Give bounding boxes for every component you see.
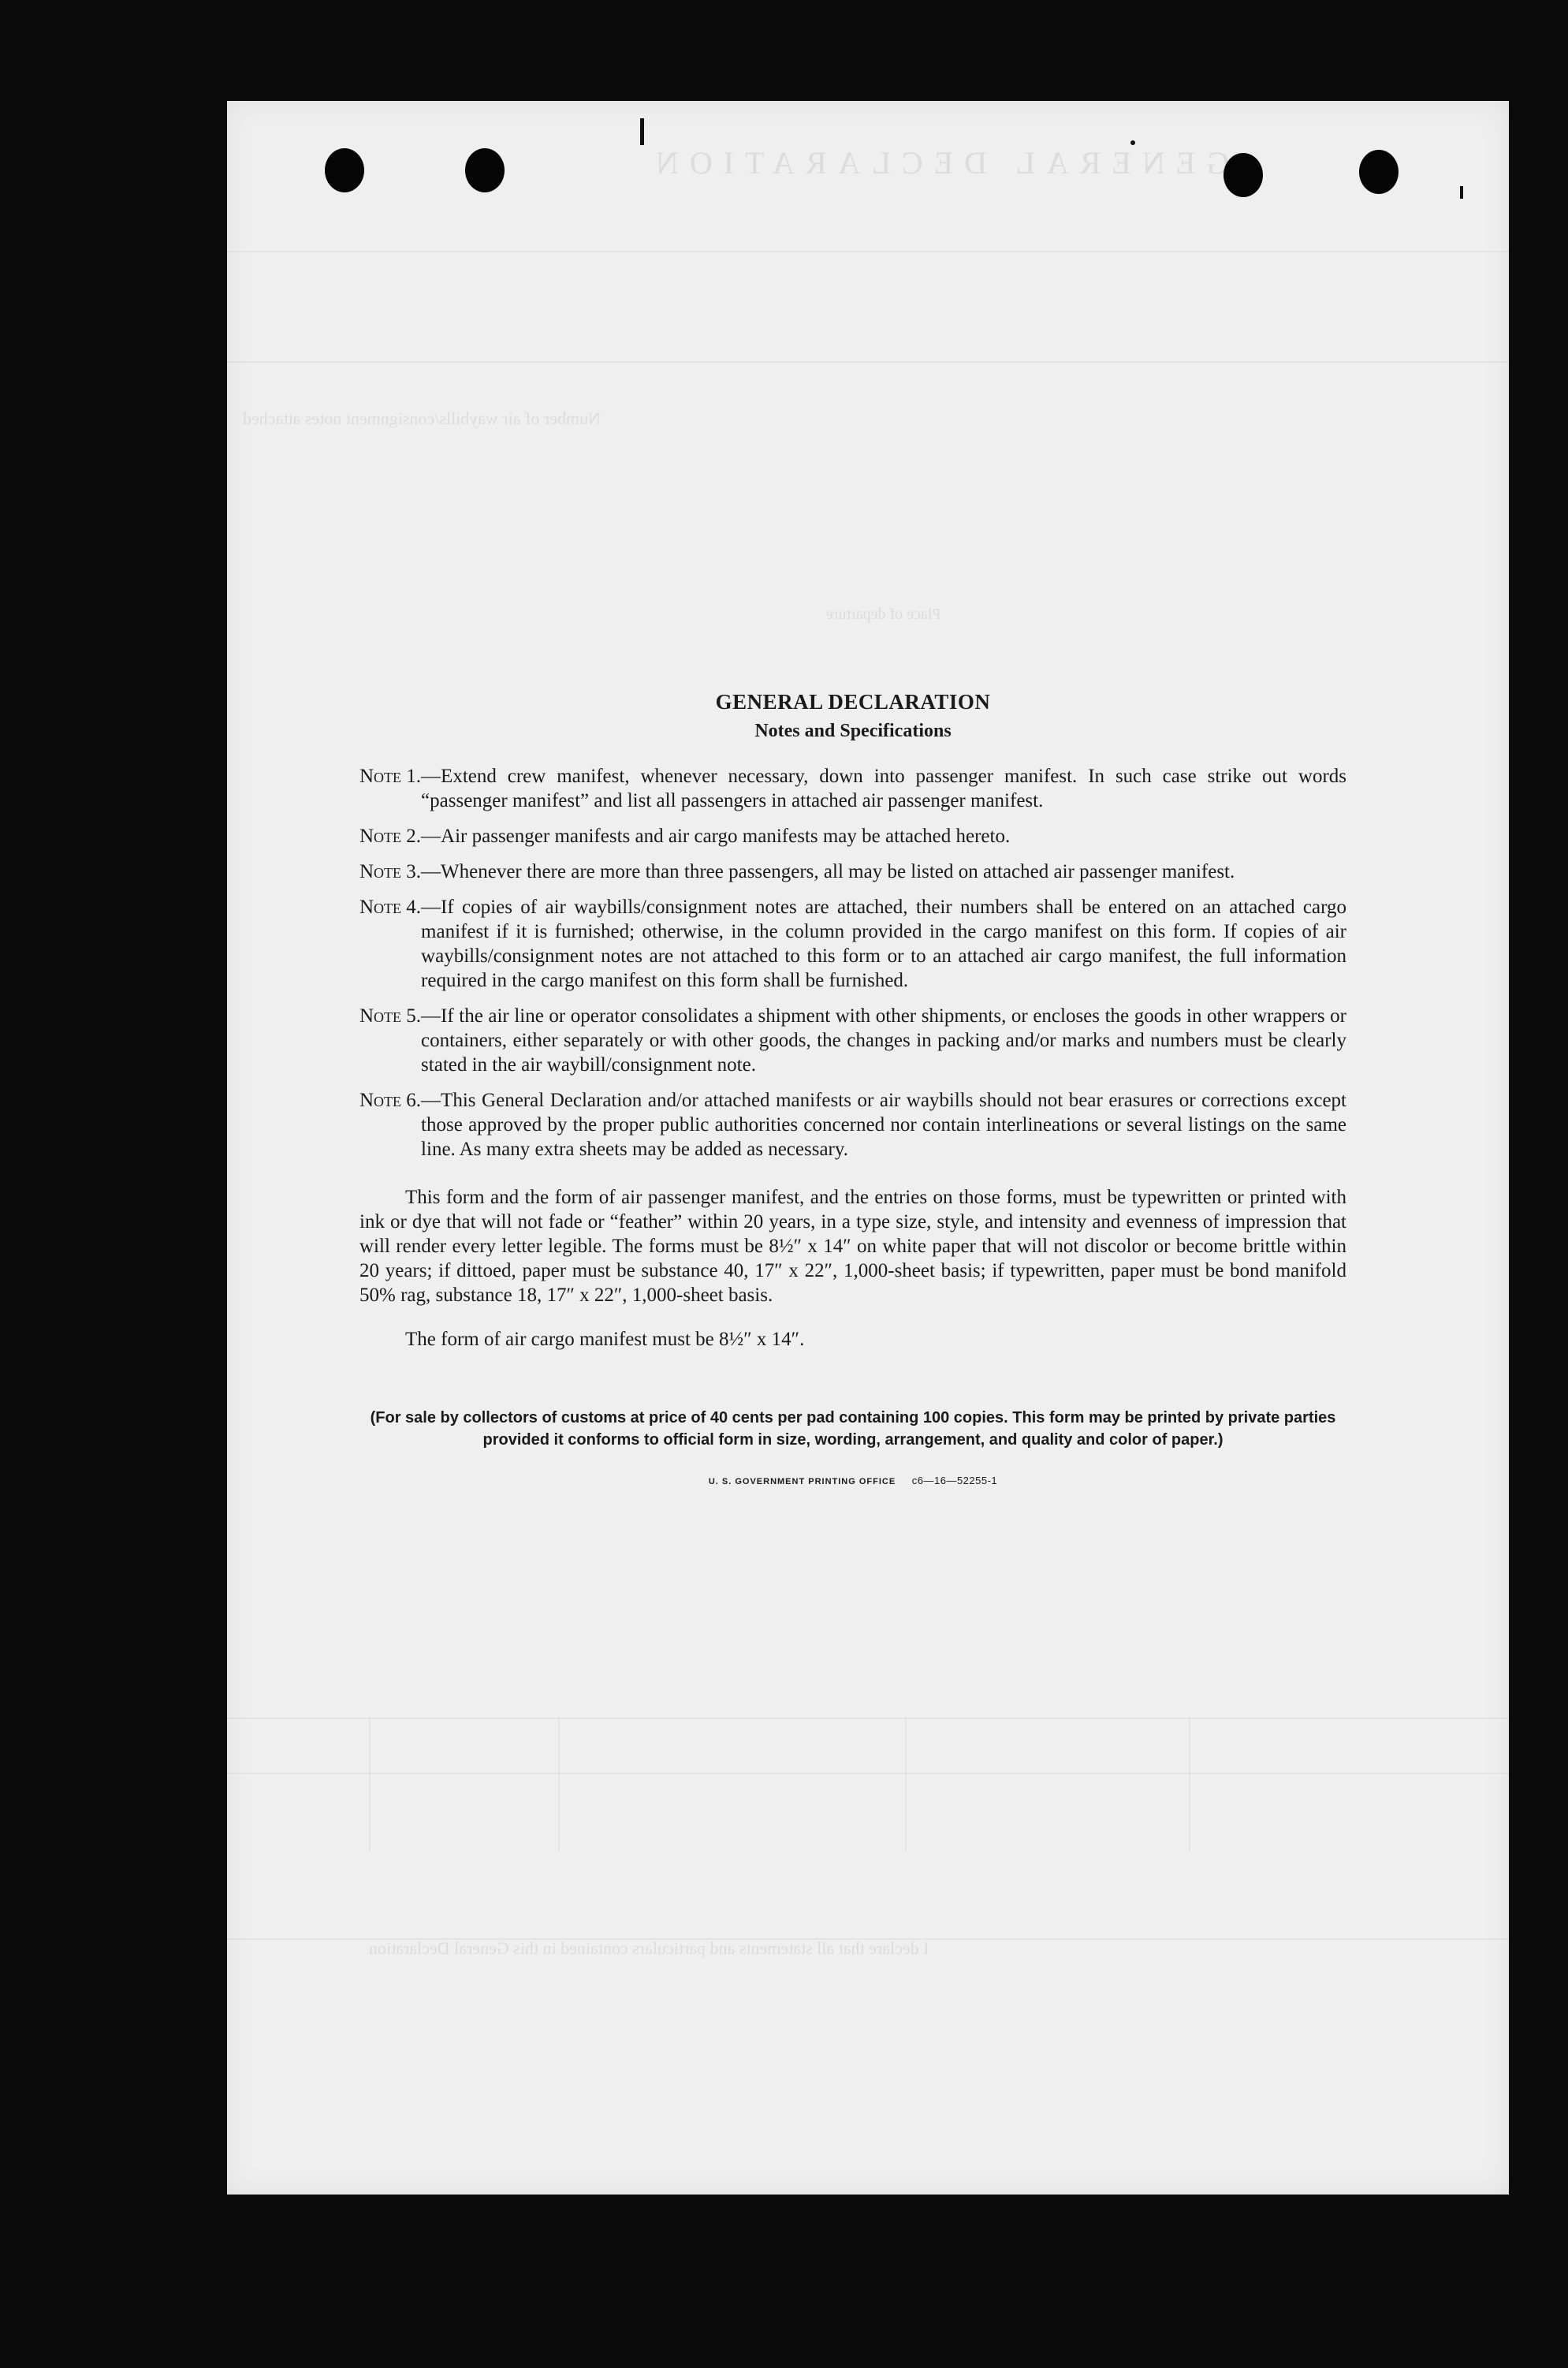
document-title: GENERAL DECLARATION bbox=[715, 690, 991, 714]
declaration-notes bbox=[359, 688, 1346, 1486]
note-label bbox=[359, 860, 421, 884]
note-label-word: Note bbox=[359, 1090, 402, 1111]
note-item bbox=[359, 860, 1346, 884]
note-label bbox=[359, 895, 421, 993]
reverse-side-ghost-rule bbox=[227, 251, 1509, 252]
note-label-word: Note bbox=[359, 897, 402, 918]
note-text: —Air passenger manifests and air cargo manifests may be attached hereto. bbox=[421, 826, 1011, 847]
note-label-word: Note bbox=[359, 766, 402, 787]
reverse-side-ghost-rule bbox=[227, 1717, 1509, 1719]
punch-hole bbox=[1223, 153, 1263, 197]
reverse-side-ghost-rule bbox=[558, 1717, 560, 1852]
punch-hole bbox=[1359, 150, 1399, 194]
note-text: —This General Declaration and/or attached manifests or air waybills should not bear erasures or corrections except those approved by the proper public authorities concerned nor contain interlineations or several listings on the same line. As many extra sheets may be added as necessary. bbox=[421, 1090, 1346, 1160]
punch-hole bbox=[325, 148, 364, 192]
note-number: 2. bbox=[406, 826, 422, 847]
reverse-side-ghost-rule bbox=[1189, 1717, 1190, 1852]
notes-list bbox=[359, 764, 1346, 1162]
ink-speck bbox=[1130, 140, 1135, 145]
note-label-word: Note bbox=[359, 826, 402, 847]
sale-notice: (For sale by collectors of customs at price of 40 cents per pad containing 100 copies. This form may be printed by private parties provided it conforms to official form in size, wording, arrangement, and quality and color of paper.) bbox=[370, 1409, 1336, 1449]
note-label bbox=[359, 1004, 421, 1077]
note-item bbox=[359, 1088, 1346, 1162]
note-item bbox=[359, 824, 1346, 848]
note-number: 5. bbox=[406, 1005, 422, 1027]
reverse-side-ghost-rule bbox=[369, 1717, 371, 1852]
note-text: —If copies of air waybills/consignment notes are attached, their numbers shall be entered on an attached cargo manifest if it is furnished; otherwise, in the column provided in the cargo manifest on this form. If copies of air waybills/consignment notes are not attached to this form or to an attached air cargo manifest, the full information required in the cargo manifest on this form shall be furnished. bbox=[421, 897, 1346, 991]
reverse-side-ghost-text: Number of air waybills/consignment notes attached bbox=[243, 408, 601, 428]
reverse-side-ghost-rule bbox=[905, 1717, 907, 1852]
printer-name: U. S. GOVERNMENT PRINTING OFFICE bbox=[708, 1477, 896, 1486]
punch-hole bbox=[465, 148, 505, 192]
note-label-word: Note bbox=[359, 1005, 402, 1027]
document-page bbox=[227, 101, 1509, 2195]
printer-line bbox=[359, 1475, 1346, 1486]
form-specification: This form and the form of air passenger manifest, and the entries on those forms, must be typewritten or printed with ink or dye that will not fade or “feather” within 20 years, in a type size, style, and intensity and evenness of impression that will render every letter legible. The forms must be 8½″ x 14″ on white paper that will not discolor or become brittle within 20 years; if dittoed, paper must be substance 40, 17″ x 22″, 1,000-sheet basis; if typewritten, paper must be bond manifold 50% rag, substance 18, 17″ x 22″, 1,000-sheet basis. bbox=[359, 1187, 1346, 1306]
note-item bbox=[359, 1004, 1346, 1077]
reverse-side-ghost-rule bbox=[227, 1938, 1509, 1940]
cargo-form-size: The form of air cargo manifest must be 8½″ x 14″. bbox=[405, 1329, 805, 1350]
ink-speck bbox=[640, 118, 644, 145]
document-subtitle: Notes and Specifications bbox=[754, 721, 952, 741]
print-code: c6—16—52255-1 bbox=[911, 1475, 998, 1486]
note-label bbox=[359, 824, 421, 848]
reverse-side-ghost-text: I declare that all statements and particulars contained in this General Declaration bbox=[369, 1938, 929, 1958]
reverse-side-ghost-rule bbox=[227, 1773, 1509, 1774]
reverse-side-ghost-text: Place of departure bbox=[826, 606, 941, 623]
note-label-word: Note bbox=[359, 861, 402, 882]
reverse-side-ghost-title: GENERAL DECLARATION bbox=[645, 145, 1230, 181]
note-number: 4. bbox=[406, 897, 422, 918]
note-text: —Whenever there are more than three passengers, all may be listed on attached air passenger manifest. bbox=[421, 861, 1235, 882]
reverse-side-ghost-rule bbox=[227, 361, 1509, 363]
note-item bbox=[359, 895, 1346, 993]
note-number: 1. bbox=[406, 766, 422, 787]
note-label bbox=[359, 764, 421, 813]
note-text: —Extend crew manifest, whenever necessary, down into passenger manifest. In such case strike out words “passenger manifest” and list all passengers in attached air passenger manifest. bbox=[421, 766, 1346, 811]
note-text: —If the air line or operator consolidates a shipment with other shipments, or encloses the goods in other wrappers or containers, either separately or with other goods, the changes in packing and/or marks and numbers must be clearly stated in the air waybill/consignment note. bbox=[421, 1005, 1346, 1076]
note-number: 3. bbox=[406, 861, 422, 882]
note-number: 6. bbox=[406, 1090, 422, 1111]
note-label bbox=[359, 1088, 421, 1162]
ink-speck bbox=[1460, 186, 1463, 199]
note-item bbox=[359, 764, 1346, 813]
